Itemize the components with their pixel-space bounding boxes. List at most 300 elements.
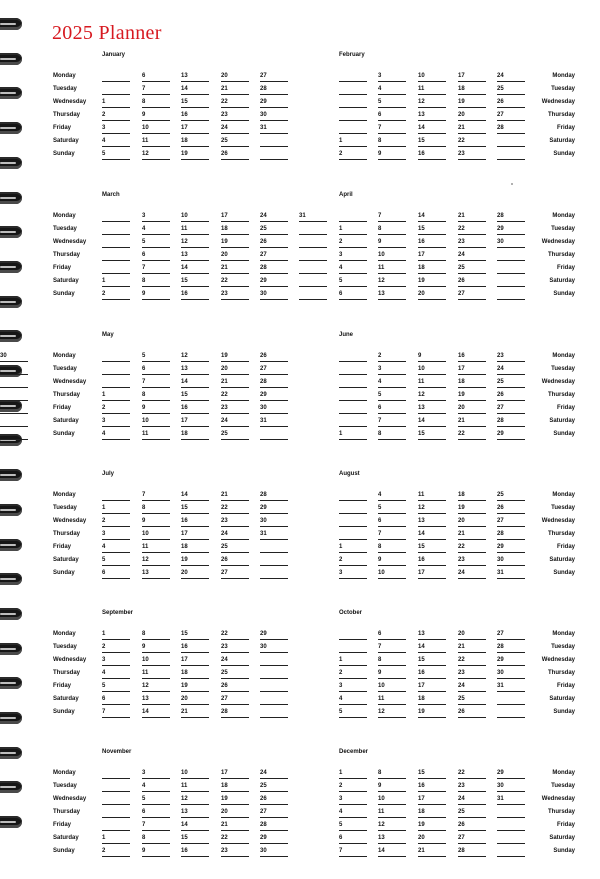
date-cell[interactable] — [378, 225, 406, 235]
date-cell[interactable] — [102, 643, 130, 653]
date-cell[interactable] — [497, 821, 525, 831]
date-cell[interactable] — [378, 517, 406, 527]
date-cell[interactable] — [418, 352, 446, 362]
date-cell[interactable] — [102, 417, 130, 427]
date-cell[interactable] — [260, 517, 288, 527]
date-cell[interactable] — [181, 504, 209, 514]
date-cell[interactable] — [497, 795, 525, 805]
date-cell[interactable] — [181, 769, 209, 779]
date-cell[interactable] — [497, 769, 525, 779]
date-cell[interactable] — [260, 391, 288, 401]
date-cell[interactable] — [497, 124, 525, 134]
date-cell[interactable] — [418, 225, 446, 235]
date-cell[interactable] — [0, 417, 28, 427]
date-cell[interactable] — [221, 98, 249, 108]
date-cell[interactable] — [497, 430, 525, 440]
date-cell[interactable] — [142, 72, 170, 82]
date-cell[interactable] — [142, 417, 170, 427]
date-cell[interactable] — [418, 137, 446, 147]
date-cell[interactable] — [260, 98, 288, 108]
date-cell[interactable] — [418, 212, 446, 222]
date-cell[interactable] — [378, 834, 406, 844]
date-cell[interactable] — [497, 695, 525, 705]
date-cell[interactable] — [458, 378, 486, 388]
date-cell[interactable] — [142, 708, 170, 718]
date-cell[interactable] — [260, 669, 288, 679]
date-cell[interactable] — [378, 378, 406, 388]
date-cell[interactable] — [418, 85, 446, 95]
date-cell[interactable] — [418, 72, 446, 82]
date-cell[interactable] — [181, 225, 209, 235]
date-cell[interactable] — [181, 847, 209, 857]
date-cell[interactable] — [458, 669, 486, 679]
date-cell[interactable] — [339, 352, 367, 362]
date-cell[interactable] — [418, 643, 446, 653]
date-cell[interactable] — [142, 430, 170, 440]
date-cell[interactable] — [458, 769, 486, 779]
date-cell[interactable] — [102, 808, 130, 818]
date-cell[interactable] — [418, 238, 446, 248]
date-cell[interactable] — [418, 98, 446, 108]
date-cell[interactable] — [221, 290, 249, 300]
date-cell[interactable] — [458, 111, 486, 121]
date-cell[interactable] — [339, 290, 367, 300]
date-cell[interactable] — [378, 491, 406, 501]
date-cell[interactable] — [458, 543, 486, 553]
date-cell[interactable] — [458, 277, 486, 287]
date-cell[interactable] — [339, 543, 367, 553]
date-cell[interactable] — [339, 821, 367, 831]
date-cell[interactable] — [418, 543, 446, 553]
date-cell[interactable] — [102, 782, 130, 792]
date-cell[interactable] — [339, 98, 367, 108]
date-cell[interactable] — [497, 212, 525, 222]
date-cell[interactable] — [418, 277, 446, 287]
date-cell[interactable] — [458, 556, 486, 566]
date-cell[interactable] — [339, 695, 367, 705]
date-cell[interactable] — [497, 491, 525, 501]
date-cell[interactable] — [221, 378, 249, 388]
date-cell[interactable] — [458, 847, 486, 857]
date-cell[interactable] — [102, 391, 130, 401]
date-cell[interactable] — [378, 643, 406, 653]
date-cell[interactable] — [260, 504, 288, 514]
date-cell[interactable] — [458, 391, 486, 401]
date-cell[interactable] — [181, 378, 209, 388]
date-cell[interactable] — [299, 251, 327, 261]
date-cell[interactable] — [181, 643, 209, 653]
date-cell[interactable] — [418, 669, 446, 679]
date-cell[interactable] — [339, 264, 367, 274]
date-cell[interactable] — [497, 137, 525, 147]
date-cell[interactable] — [378, 137, 406, 147]
date-cell[interactable] — [458, 821, 486, 831]
date-cell[interactable] — [378, 656, 406, 666]
date-cell[interactable] — [458, 212, 486, 222]
date-cell[interactable] — [378, 365, 406, 375]
date-cell[interactable] — [142, 150, 170, 160]
date-cell[interactable] — [221, 391, 249, 401]
date-cell[interactable] — [142, 782, 170, 792]
date-cell[interactable] — [418, 264, 446, 274]
date-cell[interactable] — [181, 530, 209, 540]
date-cell[interactable] — [299, 264, 327, 274]
date-cell[interactable] — [142, 404, 170, 414]
date-cell[interactable] — [221, 569, 249, 579]
date-cell[interactable] — [497, 682, 525, 692]
date-cell[interactable] — [181, 72, 209, 82]
date-cell[interactable] — [260, 290, 288, 300]
date-cell[interactable] — [142, 543, 170, 553]
date-cell[interactable] — [378, 782, 406, 792]
date-cell[interactable] — [260, 543, 288, 553]
date-cell[interactable] — [497, 569, 525, 579]
date-cell[interactable] — [142, 85, 170, 95]
date-cell[interactable] — [142, 517, 170, 527]
date-cell[interactable] — [142, 630, 170, 640]
date-cell[interactable] — [299, 277, 327, 287]
date-cell[interactable] — [418, 124, 446, 134]
date-cell[interactable] — [142, 669, 170, 679]
date-cell[interactable] — [142, 238, 170, 248]
date-cell[interactable] — [142, 834, 170, 844]
date-cell[interactable] — [260, 569, 288, 579]
date-cell[interactable] — [102, 404, 130, 414]
date-cell[interactable] — [221, 491, 249, 501]
date-cell[interactable] — [497, 656, 525, 666]
date-cell[interactable] — [339, 669, 367, 679]
date-cell[interactable] — [260, 821, 288, 831]
date-cell[interactable] — [339, 417, 367, 427]
date-cell[interactable] — [339, 782, 367, 792]
date-cell[interactable] — [378, 404, 406, 414]
date-cell[interactable] — [378, 504, 406, 514]
date-cell[interactable] — [221, 277, 249, 287]
date-cell[interactable] — [181, 782, 209, 792]
date-cell[interactable] — [221, 238, 249, 248]
date-cell[interactable] — [102, 543, 130, 553]
date-cell[interactable] — [260, 150, 288, 160]
date-cell[interactable] — [181, 212, 209, 222]
date-cell[interactable] — [221, 517, 249, 527]
date-cell[interactable] — [142, 695, 170, 705]
date-cell[interactable] — [458, 517, 486, 527]
date-cell[interactable] — [378, 124, 406, 134]
date-cell[interactable] — [378, 682, 406, 692]
date-cell[interactable] — [458, 808, 486, 818]
date-cell[interactable] — [102, 795, 130, 805]
date-cell[interactable] — [339, 656, 367, 666]
date-cell[interactable] — [497, 556, 525, 566]
date-cell[interactable] — [260, 378, 288, 388]
date-cell[interactable] — [102, 378, 130, 388]
date-cell[interactable] — [418, 695, 446, 705]
date-cell[interactable] — [418, 430, 446, 440]
date-cell[interactable] — [299, 238, 327, 248]
date-cell[interactable] — [181, 543, 209, 553]
date-cell[interactable] — [260, 417, 288, 427]
date-cell[interactable] — [102, 834, 130, 844]
date-cell[interactable] — [181, 124, 209, 134]
date-cell[interactable] — [378, 212, 406, 222]
date-cell[interactable] — [339, 491, 367, 501]
date-cell[interactable] — [102, 238, 130, 248]
date-cell[interactable] — [102, 277, 130, 287]
date-cell[interactable] — [142, 352, 170, 362]
date-cell[interactable] — [221, 365, 249, 375]
date-cell[interactable] — [221, 782, 249, 792]
date-cell[interactable] — [221, 404, 249, 414]
date-cell[interactable] — [102, 669, 130, 679]
date-cell[interactable] — [142, 225, 170, 235]
date-cell[interactable] — [260, 404, 288, 414]
date-cell[interactable] — [378, 111, 406, 121]
date-cell[interactable] — [339, 569, 367, 579]
date-cell[interactable] — [181, 695, 209, 705]
date-cell[interactable] — [102, 212, 130, 222]
date-cell[interactable] — [260, 491, 288, 501]
date-cell[interactable] — [221, 352, 249, 362]
date-cell[interactable] — [378, 251, 406, 261]
date-cell[interactable] — [102, 708, 130, 718]
date-cell[interactable] — [418, 769, 446, 779]
date-cell[interactable] — [458, 98, 486, 108]
date-cell[interactable] — [142, 212, 170, 222]
date-cell[interactable] — [458, 150, 486, 160]
date-cell[interactable] — [181, 111, 209, 121]
date-cell[interactable] — [260, 277, 288, 287]
date-cell[interactable] — [378, 543, 406, 553]
date-cell[interactable] — [102, 137, 130, 147]
date-cell[interactable] — [260, 630, 288, 640]
date-cell[interactable] — [378, 669, 406, 679]
date-cell[interactable] — [181, 556, 209, 566]
date-cell[interactable] — [181, 569, 209, 579]
date-cell[interactable] — [221, 821, 249, 831]
date-cell[interactable] — [378, 530, 406, 540]
date-cell[interactable] — [378, 795, 406, 805]
date-cell[interactable] — [221, 669, 249, 679]
date-cell[interactable] — [181, 238, 209, 248]
date-cell[interactable] — [378, 417, 406, 427]
date-cell[interactable] — [418, 417, 446, 427]
date-cell[interactable] — [418, 569, 446, 579]
date-cell[interactable] — [260, 238, 288, 248]
date-cell[interactable] — [260, 656, 288, 666]
date-cell[interactable] — [142, 656, 170, 666]
date-cell[interactable] — [339, 708, 367, 718]
date-cell[interactable] — [102, 365, 130, 375]
date-cell[interactable] — [418, 517, 446, 527]
date-cell[interactable] — [260, 264, 288, 274]
date-cell[interactable] — [497, 264, 525, 274]
date-cell[interactable] — [260, 769, 288, 779]
date-cell[interactable] — [378, 695, 406, 705]
date-cell[interactable] — [221, 769, 249, 779]
date-cell[interactable] — [260, 225, 288, 235]
date-cell[interactable] — [458, 630, 486, 640]
date-cell[interactable] — [497, 404, 525, 414]
date-cell[interactable] — [181, 808, 209, 818]
date-cell[interactable] — [458, 782, 486, 792]
date-cell[interactable] — [142, 277, 170, 287]
date-cell[interactable] — [142, 124, 170, 134]
date-cell[interactable] — [378, 150, 406, 160]
date-cell[interactable] — [260, 111, 288, 121]
date-cell[interactable] — [221, 556, 249, 566]
date-cell[interactable] — [378, 769, 406, 779]
date-cell[interactable] — [181, 795, 209, 805]
date-cell[interactable] — [181, 391, 209, 401]
date-cell[interactable] — [458, 85, 486, 95]
date-cell[interactable] — [221, 430, 249, 440]
date-cell[interactable] — [378, 264, 406, 274]
date-cell[interactable] — [142, 569, 170, 579]
date-cell[interactable] — [181, 251, 209, 261]
date-cell[interactable] — [181, 491, 209, 501]
date-cell[interactable] — [458, 530, 486, 540]
date-cell[interactable] — [339, 111, 367, 121]
date-cell[interactable] — [458, 682, 486, 692]
date-cell[interactable] — [260, 695, 288, 705]
date-cell[interactable] — [102, 556, 130, 566]
date-cell[interactable] — [102, 530, 130, 540]
date-cell[interactable] — [339, 378, 367, 388]
date-cell[interactable] — [260, 251, 288, 261]
date-cell[interactable] — [181, 365, 209, 375]
date-cell[interactable] — [497, 150, 525, 160]
date-cell[interactable] — [458, 238, 486, 248]
date-cell[interactable] — [181, 708, 209, 718]
date-cell[interactable] — [181, 85, 209, 95]
date-cell[interactable] — [221, 630, 249, 640]
date-cell[interactable] — [497, 669, 525, 679]
date-cell[interactable] — [221, 85, 249, 95]
date-cell[interactable] — [458, 491, 486, 501]
date-cell[interactable] — [181, 430, 209, 440]
date-cell[interactable] — [418, 795, 446, 805]
date-cell[interactable] — [181, 417, 209, 427]
date-cell[interactable] — [221, 137, 249, 147]
date-cell[interactable] — [339, 847, 367, 857]
date-cell[interactable] — [181, 669, 209, 679]
date-cell[interactable] — [378, 391, 406, 401]
date-cell[interactable] — [221, 251, 249, 261]
date-cell[interactable] — [339, 72, 367, 82]
date-cell[interactable] — [497, 391, 525, 401]
date-cell[interactable] — [458, 795, 486, 805]
date-cell[interactable] — [0, 430, 28, 440]
date-cell[interactable] — [260, 643, 288, 653]
date-cell[interactable] — [497, 238, 525, 248]
date-cell[interactable] — [221, 682, 249, 692]
date-cell[interactable] — [221, 656, 249, 666]
date-cell[interactable] — [142, 491, 170, 501]
date-cell[interactable] — [102, 225, 130, 235]
date-cell[interactable] — [102, 352, 130, 362]
date-cell[interactable] — [142, 682, 170, 692]
date-cell[interactable] — [458, 643, 486, 653]
date-cell[interactable] — [181, 352, 209, 362]
date-cell[interactable] — [418, 378, 446, 388]
date-cell[interactable] — [378, 98, 406, 108]
date-cell[interactable] — [142, 137, 170, 147]
date-cell[interactable] — [221, 808, 249, 818]
date-cell[interactable] — [102, 769, 130, 779]
date-cell[interactable] — [221, 111, 249, 121]
date-cell[interactable] — [260, 708, 288, 718]
date-cell[interactable] — [142, 808, 170, 818]
date-cell[interactable] — [497, 72, 525, 82]
date-cell[interactable] — [221, 543, 249, 553]
date-cell[interactable] — [418, 504, 446, 514]
date-cell[interactable] — [378, 72, 406, 82]
date-cell[interactable] — [299, 212, 327, 222]
date-cell[interactable] — [102, 111, 130, 121]
date-cell[interactable] — [378, 238, 406, 248]
date-cell[interactable] — [497, 643, 525, 653]
date-cell[interactable] — [181, 821, 209, 831]
date-cell[interactable] — [497, 630, 525, 640]
date-cell[interactable] — [339, 430, 367, 440]
date-cell[interactable] — [378, 352, 406, 362]
date-cell[interactable] — [497, 517, 525, 527]
date-cell[interactable] — [221, 504, 249, 514]
date-cell[interactable] — [260, 365, 288, 375]
date-cell[interactable] — [260, 782, 288, 792]
date-cell[interactable] — [458, 124, 486, 134]
date-cell[interactable] — [339, 404, 367, 414]
date-cell[interactable] — [497, 543, 525, 553]
date-cell[interactable] — [418, 682, 446, 692]
date-cell[interactable] — [418, 391, 446, 401]
date-cell[interactable] — [221, 530, 249, 540]
date-cell[interactable] — [339, 556, 367, 566]
date-cell[interactable] — [181, 656, 209, 666]
date-cell[interactable] — [378, 290, 406, 300]
date-cell[interactable] — [339, 85, 367, 95]
date-cell[interactable] — [102, 569, 130, 579]
date-cell[interactable] — [497, 708, 525, 718]
date-cell[interactable] — [142, 290, 170, 300]
date-cell[interactable] — [102, 517, 130, 527]
date-cell[interactable] — [339, 137, 367, 147]
date-cell[interactable] — [221, 225, 249, 235]
date-cell[interactable] — [497, 251, 525, 261]
date-cell[interactable] — [339, 530, 367, 540]
date-cell[interactable] — [418, 251, 446, 261]
date-cell[interactable] — [221, 847, 249, 857]
date-cell[interactable] — [497, 504, 525, 514]
date-cell[interactable] — [458, 404, 486, 414]
date-cell[interactable] — [102, 847, 130, 857]
date-cell[interactable] — [418, 111, 446, 121]
date-cell[interactable] — [339, 150, 367, 160]
date-cell[interactable] — [260, 352, 288, 362]
date-cell[interactable] — [142, 365, 170, 375]
date-cell[interactable] — [142, 111, 170, 121]
date-cell[interactable] — [260, 124, 288, 134]
date-cell[interactable] — [418, 656, 446, 666]
date-cell[interactable] — [497, 365, 525, 375]
date-cell[interactable] — [0, 378, 28, 388]
date-cell[interactable] — [339, 630, 367, 640]
date-cell[interactable] — [339, 124, 367, 134]
date-cell[interactable] — [418, 630, 446, 640]
date-cell[interactable] — [181, 517, 209, 527]
date-cell[interactable] — [418, 808, 446, 818]
date-cell[interactable] — [102, 504, 130, 514]
